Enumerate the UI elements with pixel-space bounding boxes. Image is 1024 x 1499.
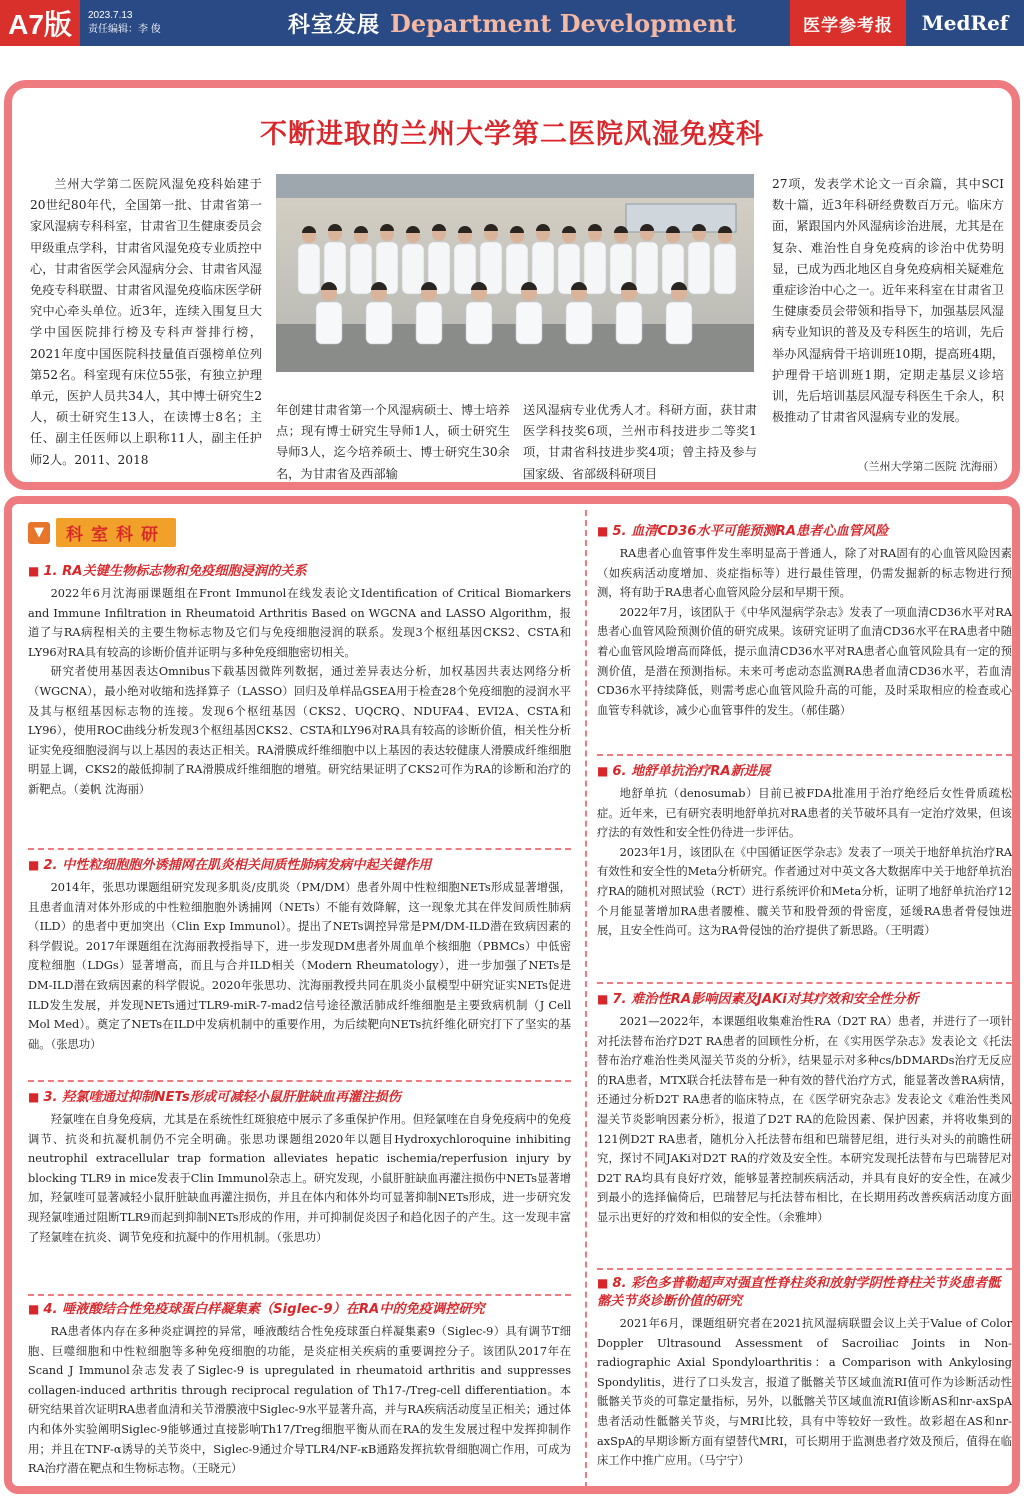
article-2-para-1: 2014年，张思功课题组研究发现多肌炎/皮肌炎（PM/DM）患者外周中性粒细胞NETs形成显著增强，且患者血清对体外形成的中性粒细胞胞外诱捕网（NETs）不能有效降解，这一现象尤其在伴发间质性肺病（ILD）的患者中更加突出（Clin Exp Immunol）。提出了NETs调控异常是PM/DM-ILD潜在致病因素的科学假说。2017年课题组在沈海丽教授指导下，进一步发现DM患者外周血单个核细胞（PBMCs）中低密度粒细胞（LDGs）显著增高，而且与合并ILD相关（Modern Rheumatology），进一步加强了NETs是DM-ILD潜在致病因素的科学假说。2020年张思功、沈海丽教授共同在肌炎小鼠模型中研究证实NETs促进ILD发生发展，并发现NETs通过TLR9-miR-7-mad2信号途径激活肺成纤维细胞是主要致病机制（J Cell Mol Med）。奠定了NETs在ILD中发病机制中的重要作用，为后续靶向NETs抗纤维化研究打下了坚实的基础。（张思功） xyxy=(28,881,571,1051)
feature-title: 不断进取的兰州大学第二医院风湿免疫科 xyxy=(260,119,764,150)
research-badge xyxy=(28,518,176,547)
square-bullet-icon: ■ xyxy=(597,524,609,538)
section-title-cn: 科室发展 xyxy=(288,11,381,38)
article-1-para-1: 2022年6月沈海丽课题组在Front Immunol在线发表论文Identification of Critical Biomarkers and Immune Infiltration in Rheumatoid Arthritis Based on WGCNA and LASSO Algorithm，报道了与RA病程相关的主要生物标志物及它们与免疫细胞浸润的联系。发现3个枢纽基因CKS2、CSTA和LY96对RA具有较高的诊断价值并证明与多种免疫细胞密切相关。 xyxy=(28,587,571,659)
article-2-title: ■ 2. 中性粒细胞胞外诱捕网在肌炎相关间质性肺病发病中起关键作用 xyxy=(28,858,432,873)
article-8-title: ■ 8. 彩色多普勒超声对强直性脊柱炎和放射学阴性脊柱关节炎患者骶髂关节炎诊断价值的研究 xyxy=(597,1276,1001,1309)
column-divider xyxy=(585,510,587,1488)
article-3-para-1: 羟氯喹在自身免疫病，尤其是在系统性红斑狼疮中展示了多重保护作用。但羟氯喹在自身免疫病中的免疫调节、抗炎和抗凝机制仍不完全明确。张思功课题组2020年以题目Hydroxychloroquine inhibiting neutrophil extracellular trap formation alleviates hepatic ischemia/reperfusion injury by blocking TLR9 in mice发表于Clin Immunol杂志上。研究发现，小鼠肝脏缺血再灌注损伤中NETs显著增加，羟氯喹可显著减轻小鼠肝脏缺血再灌注损伤，并且在体内和体外均可显著抑制NETs形成，进一步研究发现羟氯喹通过阻断TLR9而起到抑制NETs形成的作用，并可抑制促炎因子和趋化因子的产生。这一发现丰富了羟氯喹在抗炎、调节免疫和抗凝中的作用机制。（张思功） xyxy=(28,1113,571,1244)
feature-column-2: 年创建甘肃省第一个风湿病硕士、博士培养点；现有博士研究生导师1人，硕士研究生导师3人，迄今培养硕士、博士研究生30余名，为甘肃省及西部输 xyxy=(276,403,510,481)
square-bullet-icon: ■ xyxy=(597,1276,609,1290)
group-photo xyxy=(276,174,754,372)
article-6 xyxy=(597,762,1012,941)
section-title-en: Department Development xyxy=(390,8,737,38)
issue-date: 2023.7.13 xyxy=(88,10,133,21)
masthead xyxy=(0,0,1024,46)
article-7-title: ■ 7. 难治性RA影响因素及JAKi对其疗效和安全性分析 xyxy=(597,992,919,1007)
edition-label: A7版 xyxy=(0,0,80,46)
square-bullet-icon: ■ xyxy=(597,992,609,1006)
article-1-para-2: 研究者使用基因表达Omnibus下载基因微阵列数据，通过差异表达分析，加权基因共表达网络分析（WGCNA），最小绝对收缩和选择算子（LASSO）回归及单样品GSEA用于检查28个免疫细胞的浸润水平及其与枢纽基因标志物的连接。发现6个枢纽基因（CKS2、UQCRQ、NDUFA4、EVI2A、CSTA和LY96），使用ROC曲线分析发现3个枢纽基因CKS2、CSTA和LY96对RA具有较高的诊断价值，相关性分析证实免疫细胞浸润与以上基因的表达正相关。RA滑膜成纤维细胞中以上基因的表达较健康人滑膜成纤维细胞明显上调，CKS2的敲低抑制了RA滑膜成纤维细胞的增殖。研究结果证明了CKS2可作为RA的诊断和治疗的新靶点。（姜帆 沈海丽） xyxy=(28,665,571,796)
triangle-down-icon: ▼ xyxy=(28,522,50,544)
article-4-para-1: RA患者体内存在多种炎症调控的异常，唾液酸结合性免疫球蛋白样凝集素9（Siglec-9）具有调节T细胞、巨噬细胞和中性粒细胞等多种免疫细胞的功能，是炎症相关疾病的重要调控分子。该团队2017年在Scand J Immunol杂志发表了Siglec-9 is upregulated in rheumatoid arthritis and suppresses collagen-induced arthritis through reciprocal regulation of Th17-/Treg-cell differentiation。本研究结果首次证明RA患者血清和关节滑膜液中Siglec-9水平显著升高，并与RA疾病活动度呈正相关；通过体内和体外实验阐明Siglec-9能够通过直接影响Th17/Treg细胞平衡从而在RA的发生发展过程中发挥抑制作用；并且在TNF-α诱导的关节炎中，Siglec-9通过介导TLR4/NF-κB通路发挥抗软骨细胞凋亡作用，可成为RA治疗潜在靶点和生物标志物。（王晓元） xyxy=(28,1325,571,1476)
feature-column-1: 兰州大学第二医院风湿免疫科始建于20世纪80年代，全国第一批、甘肃省第一家风湿病专科科室，甘肃省卫生健康委员会甲级重点学科，甘肃省风湿免疫专业质控中心，甘肃省医学会风湿病分会、甘肃省风湿免疫专科联盟、甘肃省风湿免疫临床医学研究中心牵头单位。近3年，连续入围复旦大学中国医院排行榜及专科声誉排行榜，2021年度中国医院科技量值百强榜单位列第52名。科室现有床位55张，有独立护理单元，医护人员共34人，其中博士研究生2人，硕士研究生13人，在读博士8名；主任、副主任医师以上职称11人，副主任护师2人。2011、2018 xyxy=(30,177,262,467)
square-bullet-icon: ■ xyxy=(28,1090,40,1104)
article-separator xyxy=(597,982,1012,984)
group-photo-illustration xyxy=(276,174,754,372)
feature-column-3: 送风湿病专业优秀人才。科研方面，获甘肃医学科技奖6项，兰州市科技进步二等奖1项，甘肃省科技进步奖4项；曾主持及参与国家级、省部级科研项目 xyxy=(523,403,757,481)
article-2 xyxy=(28,856,571,1054)
article-1-title: ■ 1. RA关键生物标志物和免疫细胞浸润的关系 xyxy=(28,564,307,579)
square-bullet-icon: ■ xyxy=(28,564,40,578)
article-6-para-1: 地舒单抗（denosumab）目前已被FDA批准用于治疗绝经后女性骨质疏松症。近年来，已有研究表明地舒单抗对RA患者的关节破坏具有一定治疗效果，但该疗法的有效性和安全性仍待进一步评估。 xyxy=(597,787,1012,840)
paper-name-cn: 医学参考报 xyxy=(790,0,906,46)
article-separator xyxy=(28,848,571,850)
paper-name-en: MedRef xyxy=(906,0,1024,46)
article-5-para-1: RA患者心血管事件发生率明显高于普通人，除了对RA固有的心血管风险因素（如疾病活动度增加、炎症指标等）进行最佳管理，仍需发掘新的标志物进行预测，将有助于RA患者心血管风险分层和早期干预。 xyxy=(597,547,1012,600)
research-badge-label: 科室科研 xyxy=(56,518,176,547)
article-5 xyxy=(597,522,1012,720)
article-8 xyxy=(597,1274,1012,1471)
article-4 xyxy=(28,1300,571,1479)
square-bullet-icon: ■ xyxy=(597,764,609,778)
issue-editor: 责任编辑：李 俊 xyxy=(88,24,161,35)
issue-meta xyxy=(80,0,270,46)
article-5-title: ■ 5. 血清CD36水平可能预测RA患者心血管风险 xyxy=(597,524,889,539)
article-1 xyxy=(28,562,571,800)
article-4-title: ■ 4. 唾液酸结合性免疫球蛋白样凝集素（Siglec-9）在RA中的免疫调控研究 xyxy=(28,1302,485,1317)
article-separator xyxy=(597,754,1012,756)
square-bullet-icon: ■ xyxy=(28,858,40,872)
article-6-para-2: 2023年1月，该团队在《中国循证医学杂志》发表了一项关于地舒单抗治疗RA有效性和安全性的Meta分析研究。作者通过对中英文各大数据库中关于地舒单抗治疗RA的随机对照试验（RCT）进行系统评价和Meta分析，证明了地舒单抗治疗12个月能显著增加RA患者腰椎、髋关节和股骨颈的骨密度，延缓RA患者骨侵蚀进展，且安全性尚可。这为RA骨侵蚀的治疗提供了新思路。（王明霞） xyxy=(597,845,1012,938)
article-7 xyxy=(597,990,1012,1228)
article-3-title: ■ 3. 羟氯喹通过抑制NETs形成可减轻小鼠肝脏缺血再灌注损伤 xyxy=(28,1090,401,1105)
section-title xyxy=(270,0,790,46)
article-separator xyxy=(28,1080,571,1082)
feature-byline: （兰州大学第二医院 沈海丽） xyxy=(857,460,1004,473)
feature-column-4: 27项，发表学术论文一百余篇，其中SCI数十篇，近3年科研经费数百万元。临床方面，紧跟国内外风湿病诊治进展，尤其是在复杂、难治性自身免疫病的诊治中优势明显，已成为西北地区自身免疫病相关疑难危重症诊治中心之一。近年来科室在甘肃省卫生健康委员会带领和指导下，加强基层风湿病专业知识的普及及专科医生的培训，先后举办风湿病骨干培训班10期，提高班4期，护理骨干培训班1期，定期走基层义诊培训，先后培训基层风湿专科医生千余人，积极推动了甘肃省风湿病专业的发展。 xyxy=(772,177,1004,425)
article-6-title: ■ 6. 地舒单抗治疗RA新进展 xyxy=(597,764,771,779)
square-bullet-icon: ■ xyxy=(28,1302,40,1316)
research-frame xyxy=(4,496,1020,1494)
article-separator xyxy=(28,1294,571,1296)
article-5-para-2: 2022年7月，该团队于《中华风湿病学杂志》发表了一项血清CD36水平对RA患者心血管风险预测价值的研究成果。该研究证明了血清CD36水平在RA患者中随着心血管风险增高而降低，提示血清CD36水平对RA患者心血管风险具有一定的预测价值，是潜在预测指标。未来可考虑动态监测RA患者血清CD36水平，若血清CD36水平持续降低，则需考虑心血管风险升高的可能，及时采取相应的检查或心血管专科就诊，减少心血管事件的发生。（郝佳璐） xyxy=(597,605,1012,717)
article-separator xyxy=(597,1268,1012,1270)
feature-frame xyxy=(4,80,1020,490)
article-8-para-1: 2021年6月，课题组研究者在2021抗风湿病联盟会议上关于Value of Color Doppler Ultrasound Assessment of Sacroiliac Joints in Non-radiographic Axial Spondyloarthritis：a Comparison with Ankylosing Spondylitis，进行了口头发言，报道了骶髂关节区域血流RI值可作为诊断活动性骶髂关节炎的可靠定量指标，另外，以骶髂关节区域血流RI值诊断AS和nr-axSpA患者活动性骶髂关节炎，与MRI比较，具有中等较好一致性。故彩超在AS和nr-axSpA的早期诊断方面有望替代MRI，可长期用于监测患者疗效及预后，值得在临床工作中推广应用。（马宁宁） xyxy=(597,1317,1012,1468)
article-3 xyxy=(28,1088,571,1247)
article-7-para-1: 2021—2022年，本课题组收集难治性RA（D2T RA）患者，并进行了一项针对托法替布治疗D2T RA患者的回顾性分析，在《实用医学杂志》发表论文《托法替布治疗难治性类风湿关节炎的分析》，结果显示对多种cs/bDMARDs治疗无反应的RA患者，MTX联合托法替布是一种有效的替代治疗方式，能显著改善RA病情，还通过分析D2T RA患者的临床特点，在《医学研究杂志》发表论文《难治性类风湿关节炎影响因素分析》，报道了D2T RA的危险因素、保护因素，并将收集到的121例D2T RA患者，随机分入托法替布组和巴瑞替尼组，进行头对头的前瞻性研究，探讨不同JAKi对D2T RA的疗效及安全性。本研究发现托法替布与巴瑞替尼对D2T RA均具有良好疗效，能够显著控制疾病活动，并具有良好的安全性，在减少到最小的选择偏倚后，巴瑞替尼与托法替布相比，在长期用药改善疾病活动度方面显示出更好的疗效和相似的安全性。（余雅坤） xyxy=(597,1015,1012,1224)
